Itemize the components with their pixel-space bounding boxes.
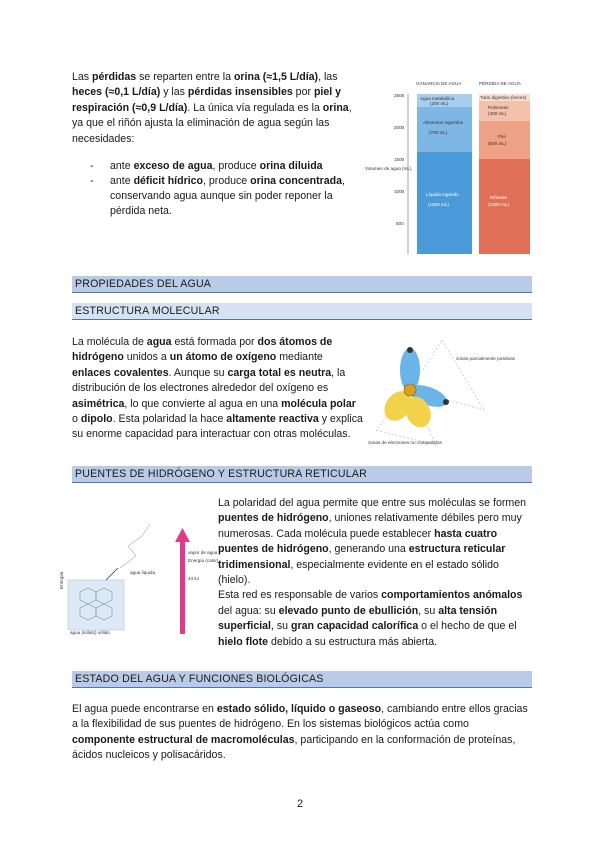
tick-label: 1000: [394, 189, 405, 194]
phase-change-figure: [54, 510, 219, 640]
loss-kidney-value: (1500 mL): [488, 202, 509, 207]
section-heading-puentes: PUENTES DE HIDRÓGENO Y ESTRUCTURA RETICULAR: [72, 466, 532, 483]
kidney-bullets: [90, 159, 360, 219]
intro-paragraph: Las pérdidas se reparten entre la orina (≈1,5 L/día), las heces (≈0,1 L/día) y las pérdidas insensibles por piel y respiración (≈0,9 L/día). La única vía regulada es la orina, ya que el riñón ajusta la eliminación de agua según las necesidades:: [72, 71, 352, 145]
vapor-label: vapor de agua: [188, 550, 218, 555]
negative-zones-label: zonas de electrones no compartidos: [368, 440, 442, 445]
tick-label: 1500: [394, 157, 405, 162]
tick-label: 2000: [394, 125, 405, 130]
loss-digestive-label: Tubo digestivo (heces): [480, 95, 527, 100]
solid-label: agua (sólido) sólido: [70, 630, 110, 635]
energy-label: Energía (calor): [188, 558, 219, 563]
loss-skin-value: (600 mL): [488, 141, 507, 146]
liquid-label: agua líquida: [130, 570, 156, 575]
gain-liquid-label: Líquido ingerido: [426, 192, 459, 197]
y-axis-label: Volumen de agua (mL): [365, 166, 412, 171]
puentes-paragraph: La polaridad del agua permite que entre sus moléculas se formen puentes de hidrógeno, uniones relativamente débiles pero muy numerosas. Cada molécula puede establecer hasta cuatro puentes de hidrógeno, generando una estructura reticular tridimensional, especialmente evidente en el estado sólido (hielo). Esta red es responsable de varios comportamientos anómalos del agua: su elevado punto de ebullición, su alta tensión superficial, su gran capacidad calorífica o el hecho de que el hielo flote debido a su estructura más abierta.: [218, 497, 526, 648]
water-molecule-figure: [366, 330, 516, 452]
positive-zones-label: zonas parcialmente positivas: [456, 356, 515, 361]
gain-liquid-value: (1600 mL): [428, 202, 449, 207]
gain-metabolic-value: (200 mL): [430, 101, 449, 106]
energy-value: 44 kJ: [188, 576, 199, 581]
loss-lungs-label: Pulmones: [488, 105, 509, 110]
water-balance-figure: [364, 76, 536, 258]
loss-lungs-value: (300 mL): [488, 111, 507, 116]
tick-label: 2500: [394, 93, 405, 98]
page-number: 2: [296, 798, 304, 810]
entropy-label: Entropía: [59, 571, 64, 589]
molecular-paragraph: La molécula de agua está formada por dos átomos de hidrógeno unidos a un átomo de oxígeno mediante enlaces covalentes. Aunque su carga total es neutra, la distribución de los electrones alrededor del oxígeno es asimétrica, lo que convierte al agua en una molécula polar o dipolo. Esta polaridad la hace altamente reactiva y explica su enorme capacidad para interactuar con otras moléculas.: [72, 336, 363, 441]
list-item: - ante déficit hídrico, produce orina concentrada, conservando agua aunque sin poder reponer la pérdida neta.: [90, 175, 345, 217]
gain-title: GANANCIA DE AGUA: [416, 81, 462, 86]
section-heading-propiedades: PROPIEDADES DEL AGUA: [72, 276, 532, 293]
gain-food-value: (700 mL): [429, 130, 448, 135]
tick-label: 500: [396, 221, 404, 226]
gain-food-label: Alimentos ingeridos: [423, 120, 464, 125]
estado-paragraph: El agua puede encontrarse en estado sólido, líquido o gaseoso, cambiando entre ellos gracias a la flexibilidad de sus puentes de hidrógeno. En los sistemas biológicos actúa como componente estructural de macromoléculas, participando en la conformación de proteínas, ácidos nucleicos y polisacáridos.: [72, 703, 528, 762]
section-heading-estructura: ESTRUCTURA MOLECULAR: [72, 303, 532, 320]
loss-title: PÉRDIDA DE AGUA: [479, 81, 521, 86]
loss-kidney-label: Riñones: [490, 195, 507, 200]
section-heading-estado: ESTADO DEL AGUA Y FUNCIONES BIOLÓGICAS: [72, 671, 532, 688]
gain-metabolic-label: Agua metabólica: [420, 96, 455, 101]
list-item: - ante exceso de agua, produce orina diluida: [90, 160, 323, 172]
loss-skin-label: Piel: [498, 134, 506, 139]
